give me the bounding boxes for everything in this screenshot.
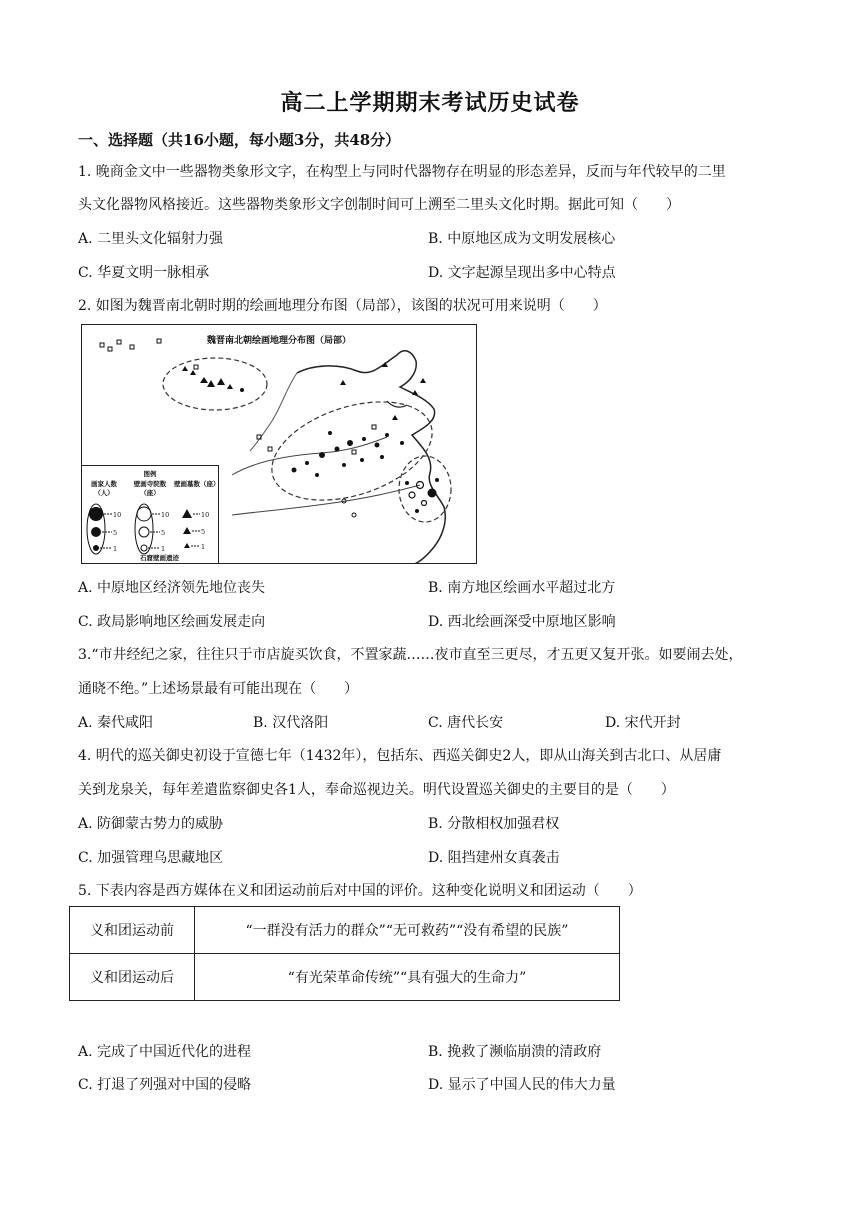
legend-temples-1: 1 [161,545,166,553]
legend-tombs-10: 10 [201,511,210,519]
q2-option-c[interactable]: C. 政局影响地区绘画发展走向 [78,614,266,630]
q4-option-b[interactable]: B. 分散相权加强君权 [428,816,560,832]
legend-cave-murals: 石窟壁画遗迹 [140,554,179,562]
map-title: 魏晋南北朝绘画地理分布图（局部） [206,336,351,346]
q4-stem-line2: 关到龙泉关，每年差遣监察御史各1人，奉命巡视边关。明代设置巡关御史的主要目的是（ ） [78,782,675,798]
q1-stem-line1: 1. 晚商金文中一些器物类象形文字，在构型上与同时代器物存在明显的形态差异，反而与年代较早的二里 [78,164,726,180]
q5-option-a[interactable]: A. 完成了中国近代化的进程 [78,1044,252,1060]
legend-tombs-5: 5 [201,528,206,536]
q3-option-c[interactable]: C. 唐代长安 [428,715,504,731]
legend-tombs-1: 1 [201,543,206,551]
legend-col-painters: 画家人数（人） [91,480,117,497]
q5-option-b[interactable]: B. 挽救了濒临崩溃的清政府 [428,1044,602,1060]
q5-evaluation-table [69,906,620,1001]
q1-option-b[interactable]: B. 中原地区成为文明发展核心 [428,231,616,247]
q3-option-d[interactable]: D. 宋代开封 [605,715,681,731]
legend-symbols [82,466,219,564]
table-cell-after-head: 义和团运动后 [70,954,195,1001]
q1-stem-line2: 头文化器物风格接近。这些器物类象形文字创制时间可上溯至二里头文化时期。据此可知（ ） [78,197,680,213]
q3-option-a[interactable]: A. 秦代咸阳 [78,715,154,731]
legend-painters-1: 1 [113,545,118,553]
q2-stem-line1: 2. 如图为魏晋南北朝时期的绘画地理分布图（局部），该图的状况可用来说明（ ） [78,298,607,314]
painting-distribution-map [81,324,477,564]
q1-option-c[interactable]: C. 华夏文明一脉相承 [78,265,210,281]
q5-option-c[interactable]: C. 打退了列强对中国的侵略 [78,1077,252,1093]
table-row [70,907,620,954]
page-title: 高二上学期期末考试历史试卷 [280,90,580,116]
legend-temples-5: 5 [161,529,166,537]
legend-col-tombs: 壁画墓数（座） [174,480,220,488]
legend-painters-10: 10 [113,511,122,519]
legend-painters-5: 5 [113,529,118,537]
q1-option-d[interactable]: D. 文字起源呈现出多中心特点 [428,265,616,281]
table-cell-before-head: 义和团运动前 [70,907,195,954]
q3-option-b[interactable]: B. 汉代洛阳 [253,715,329,731]
q1-option-a[interactable]: A. 二里头文化辐射力强 [78,231,224,247]
q4-option-d[interactable]: D. 阻挡建州女真袭击 [428,850,560,866]
q2-option-b[interactable]: B. 南方地区绘画水平超过北方 [428,580,616,596]
q5-stem-line1: 5. 下表内容是西方媒体在义和团运动前后对中国的评价。这种变化说明义和团运动（ ） [78,883,642,899]
q4-stem-line1: 4. 明代的巡关御史初设于宣德七年（1432年），包括东、西巡关御史2人，即从山海关到古北口、从居庸 [78,748,722,764]
map-legend [82,465,219,564]
q3-stem-line2: 通晓不绝。”上述场景最有可能出现在（ ） [78,681,359,697]
q4-option-a[interactable]: A. 防御蒙古势力的威胁 [78,816,224,832]
legend-col-temples: 壁画寺院数（座） [133,480,167,497]
q2-option-d[interactable]: D. 西北绘画深受中原地区影响 [428,614,616,630]
legend-title: 图例 [143,470,157,478]
q3-stem-line1: 3.“市井经纪之家，往往只于市店旋买饮食，不置家蔬……夜市直至三更尽，才五更又复开张。如要闹去处， [78,647,743,663]
section-heading: 一、选择题（共16小题，每小题3分，共48分） [78,131,401,149]
q4-option-c[interactable]: C. 加强管理乌思藏地区 [78,850,224,866]
table-cell-before-text: “一群没有活力的群众”“无可救药”“没有希望的民族” [195,907,620,954]
q2-option-a[interactable]: A. 中原地区经济领先地位丧失 [78,580,266,596]
q5-option-d[interactable]: D. 显示了中国人民的伟大力量 [428,1077,616,1093]
legend-temples-10: 10 [161,511,170,519]
table-row [70,954,620,1001]
table-cell-after-text: “有光荣革命传统”“具有强大的生命力” [195,954,620,1001]
